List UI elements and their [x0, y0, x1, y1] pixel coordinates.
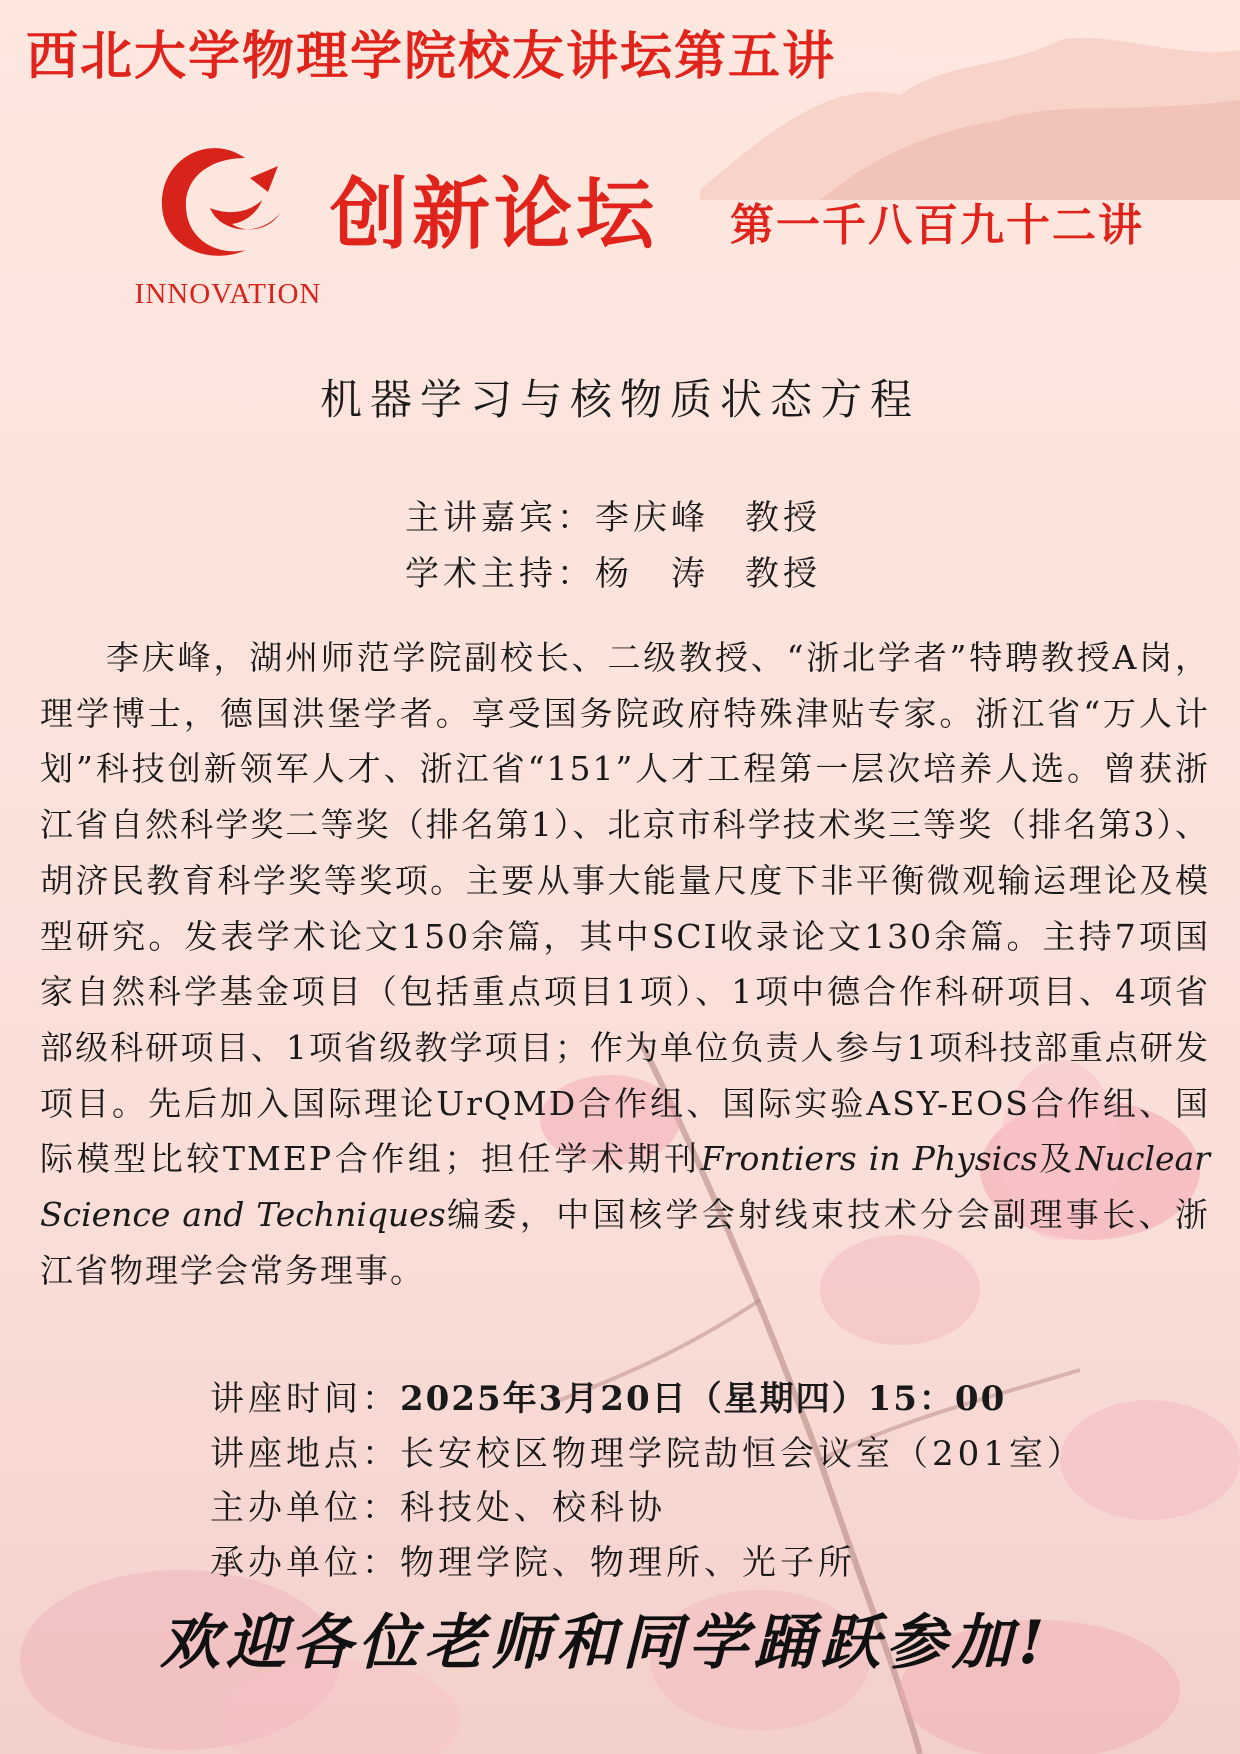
time-value: 2025年3月20日（星期四）15：00 — [400, 1379, 1007, 1419]
innovation-logo-icon — [150, 138, 290, 268]
series-title: 西北大学物理学院校友讲坛第五讲 — [26, 26, 837, 87]
place-value: 长安校区物理学院劼恒会议室（201室） — [400, 1433, 1085, 1474]
journal-name-2: Nuclear Science and Techniques — [40, 1139, 1211, 1235]
speaker-name: 李庆峰 — [595, 498, 709, 538]
bio-text-part2: 编委，中国核学会射线束技术分会副理事长、浙江省物理学会常务理事。 — [40, 1195, 1211, 1290]
host-unit-label: 承办单位： — [210, 1542, 400, 1583]
time-row — [210, 1372, 1085, 1427]
host-unit-row — [210, 1536, 1085, 1591]
lecture-details — [210, 1372, 1085, 1590]
place-label: 讲座地点： — [210, 1433, 400, 1474]
speaker-label: 主讲嘉宾： — [405, 498, 595, 538]
people-block — [405, 490, 821, 602]
organizer-row — [210, 1481, 1085, 1536]
innovation-logo — [118, 138, 338, 318]
lecture-number: 第一千八百九十二讲 — [730, 200, 1144, 251]
bio-conjunction: 及 — [1037, 1139, 1076, 1179]
logo-text: INNOVATION — [134, 278, 322, 310]
bio-text-part1: 李庆峰，湖州师范学院副校长、二级教授、“浙北学者”特聘教授A岗，理学博士，德国洪堡学者。享受国务院政府特殊津贴专家。浙江省“万人计划”科技创新领军人才、浙江省“151”人才工程第一层次培养人选。曾获浙江省自然科学奖二等奖（排名第1）、北京市科学技术奖三等奖（排名第3）、胡济民教育科学奖等奖项。主要从事大能量尺度下非平衡微观输运理论及模型研究。发表学术论文150余篇，其中SCI收录论文130余篇。主持7项国家自然科学基金项目（包括重点项目1项）、1项中德合作科研项目、4项省部级科研项目、1项省级教学项目；作为单位负责人参与1项科技部重点研发项目。先后加入国际理论UrQMD合作组、国际实验ASY-EOS合作组、国际模型比较TMEP合作组；担任学术期刊 — [40, 638, 1210, 1179]
organizer-value: 科技处、校科协 — [400, 1488, 666, 1528]
host-unit-value: 物理学院、物理所、光子所 — [400, 1542, 856, 1583]
place-row — [210, 1427, 1085, 1482]
speaker-title: 教授 — [745, 498, 821, 538]
forum-name: 创新论坛 — [330, 169, 659, 260]
host-label: 学术主持： — [405, 554, 595, 594]
speaker-row — [405, 490, 821, 546]
host-name: 杨 涛 — [595, 554, 709, 594]
speaker-bio — [40, 630, 1210, 1298]
journal-name-1: Frontiers in Physics — [700, 1139, 1038, 1179]
welcome-message: 欢迎各位老师和同学踊跃参加! — [160, 1608, 1051, 1678]
host-title: 教授 — [745, 554, 821, 594]
talk-title: 机器学习与核物质状态方程 — [319, 375, 920, 424]
organizer-label: 主办单位： — [210, 1488, 400, 1528]
host-row — [405, 546, 821, 602]
time-label: 讲座时间： — [210, 1379, 400, 1419]
